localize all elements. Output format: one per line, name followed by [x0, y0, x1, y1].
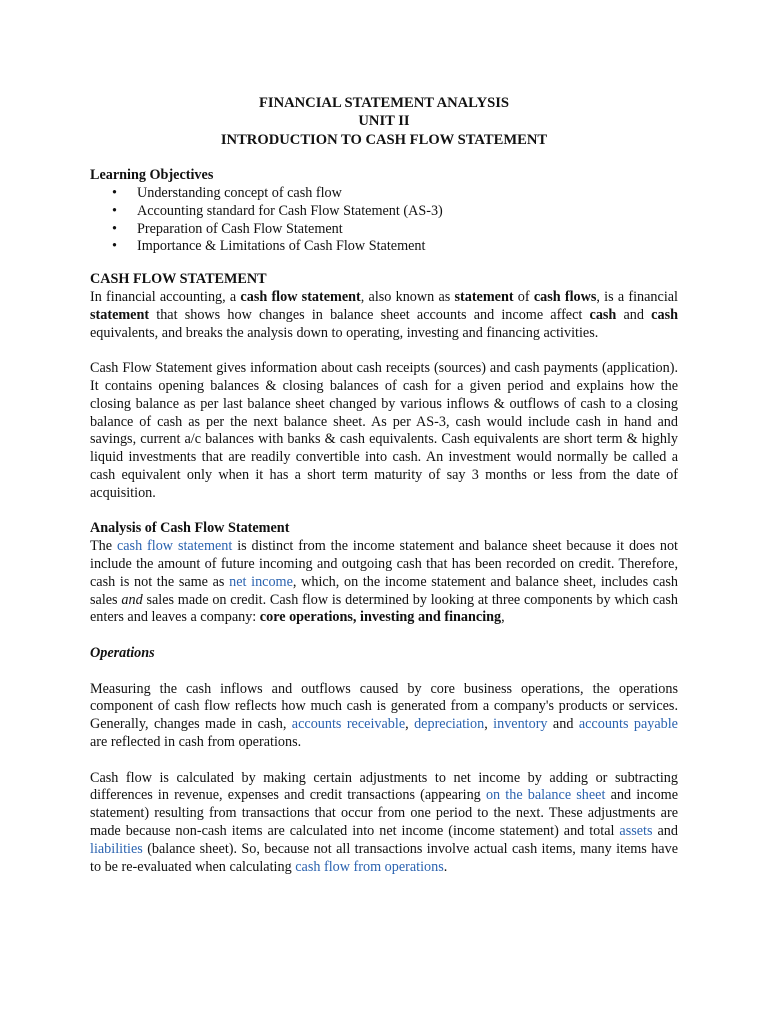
accounts-receivable-link[interactable]: accounts receivable	[291, 716, 406, 733]
learning-objectives-list	[90, 185, 678, 256]
balance-sheet-link[interactable]: on the balance sheet	[485, 787, 606, 804]
liabilities-link[interactable]: liabilities	[90, 840, 143, 857]
cash-flow-statement-heading: CASH FLOW STATEMENT	[90, 271, 267, 288]
list-item: • Understanding concept of cash flow	[90, 185, 678, 203]
assets-link[interactable]: assets	[619, 822, 653, 839]
learning-objectives-heading: Learning Objectives	[90, 167, 214, 184]
list-item: • Preparation of Cash Flow Statement	[90, 221, 678, 239]
cash-flow-statement-link[interactable]: cash flow statement	[116, 538, 233, 555]
document-title-block	[90, 94, 678, 149]
analysis-paragraph: The cash flow statement is distinct from the income statement and balance sheet because it does not include the amount of future incoming and outgoing cash that has been recorded on credit. Therefore, cash is not the same as net income, which, on the income statement and balance sheet, includes cash sales and sales made on credit. Cash flow is determined by looking at three components by which cash enters and leaves a company: core operations, investing and financing,	[90, 538, 678, 626]
list-item: • Importance & Limitations of Cash Flow Statement	[90, 238, 678, 256]
document-title: FINANCIAL STATEMENT ANALYSIS	[258, 95, 510, 111]
operations-heading: Operations	[90, 644, 155, 661]
depreciation-link[interactable]: depreciation	[414, 716, 485, 733]
list-item: • Accounting standard for Cash Flow Statement (AS-3)	[90, 203, 678, 221]
accounts-payable-link[interactable]: accounts payable	[578, 716, 678, 733]
cash-flow-from-operations-link[interactable]: cash flow from operations	[295, 858, 444, 875]
chapter-title: INTRODUCTION TO CASH FLOW STATEMENT	[220, 131, 548, 148]
unit-label: UNIT II	[358, 113, 410, 130]
information-paragraph: Cash Flow Statement gives information about cash receipts (sources) and cash payments (application). It contains opening balances & closing balances of cash for a given period and explains how the closing balance as per last balance sheet changed by various inflows & outflows of cash to a closing balance of cash as per the next balance sheet. As per AS-3, cash would include cash in hand and savings, current a/c balances with banks & cash equivalents. Cash equivalents are short term & highly liquid investments that are readily convertible into cash. An investment would normally be called a cash equivalent only when it has a short term maturity of say 3 months or less from the date of acquisition.	[90, 360, 678, 501]
net-income-link[interactable]: net income	[229, 573, 293, 590]
inventory-link[interactable]: inventory	[493, 716, 548, 733]
analysis-heading: Analysis of Cash Flow Statement	[90, 520, 290, 537]
operations-paragraph: Measuring the cash inflows and outflows caused by core business operations, the operations component of cash flow reflects how much cash is generated from a company's products or services. Generally, changes made in cash, accounts receivable, depreciation, inventory and accounts payable are reflected in cash from operations.	[90, 680, 678, 750]
definition-paragraph: In financial accounting, a cash flow statement, also known as statement of cash flows, is a financial statement that shows how changes in balance sheet accounts and income affect cash and cash equivalents, and breaks the analysis down to operating, investing and financing activities.	[90, 289, 678, 341]
adjustments-paragraph: Cash flow is calculated by making certain adjustments to net income by adding or subtracting differences in revenue, expenses and credit transactions (appearing on the balance sheet and income statement) resulting from transactions that occur from one period to the next. These adjustments are made because non-cash items are calculated into net income (income statement) and total assets and liabilities (balance sheet). So, because not all transactions involve actual cash items, many items have to be re-evaluated when calculating cash flow from operations.	[90, 769, 679, 875]
